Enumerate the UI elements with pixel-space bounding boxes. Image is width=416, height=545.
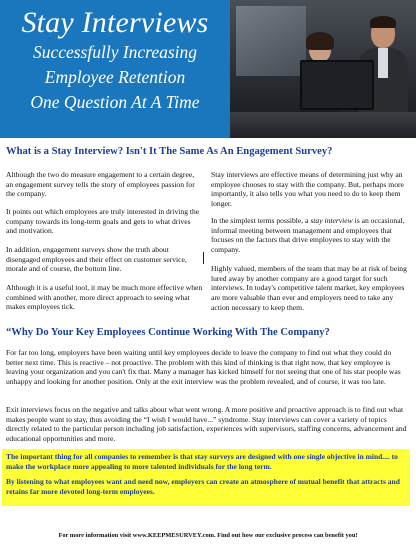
header-text-block (0, 0, 230, 138)
flyer-title: Stay Interviews (21, 6, 209, 39)
section-heading-why: “Why Do Your Key Employees Continue Working With The Company? (6, 327, 330, 338)
right-paragraph-2-before: In the simplest terms possible, a (211, 216, 311, 225)
header-banner (0, 0, 416, 138)
flyer-subtitle-line-1: Successfully Increasing (32, 42, 198, 62)
footer-text: For more information visit www.KEEPMESURVEY.com. Find out how our exclusive process can benefit you! (58, 532, 358, 539)
photo-desk (230, 112, 416, 138)
flyer-subtitle-line-2: Employee Retention (44, 67, 186, 87)
right-paragraph-3: Highly valued, members of the team that may be at risk of being lured away by another company are a good target for such interviews. In today's competitive talent market, key employees are more valuable than ever and employers need to take any action necessary to keep them. (211, 264, 407, 312)
left-paragraph-1: Although the two do measure engagement to a certain degree, an engagement survey tells the story of employees passion for the company. (6, 170, 195, 199)
right-paragraph-1: Stay interviews are effective means of determining just why an employee chooses to stay with the company. But, perhaps more importantly, it also tells you what you need to do to keep them longer. (211, 170, 404, 209)
stay-interview-emphasis: stay interview (310, 216, 353, 225)
right-paragraph-2 (211, 216, 410, 255)
column-divider (203, 252, 204, 264)
why-paragraph-1: For far too long, employers have been waiting until key employees decide to leave the company to find out what they could do better next time. This is reactive – not proactive. The problem with this kind of thinking is that right now, that key employee is leaving your organization and you can't fix that. Many a manager has kicked himself for not seeing that one of his star people was unhappy and looking for another position. Only at the exit interview was the problem revealed, and of course, it was too late. (6, 348, 401, 387)
why-paragraph-2: Exit interviews focus on the negative and talks about what went wrong. A more positive and proactive approach is to find out what makes people want to stay, thus avoiding the “I wish I would have...” syndrome. Stay interviews can cover a variety of topics directly related to the particular person including job satisfaction, experiences with supervisors, staffing concerns, advancement and educational opportunities and more. (6, 405, 407, 444)
photo-monitor (300, 60, 374, 110)
left-paragraph-4: Although it is a useful tool, it may be much more effective when combined with another, more direct approach to seeing what makes employees tick. (6, 283, 203, 312)
header-photo (230, 0, 416, 138)
section-heading-what-is: What is a Stay Interview? Isn't It The Same As An Engagement Survey? (6, 146, 333, 157)
left-paragraph-3: In addition, engagement surveys show the truth about disengaged employees and their effect on customer service, morale and of course, the bottom line. (6, 245, 187, 274)
left-paragraph-2: It points out which employees are truly interested in driving the company towards its long-term goals and gets to what drives and motivation. (6, 207, 200, 236)
highlight-paragraph-1: The important thing for all companies to remember is that stay surveys are designed with one single objective in mind.... to make the workplace more appealing to more talented individuals for the long term. (6, 452, 398, 471)
right-paragraph-2-after: is an occasional, informal meeting between management and employees that focuses on the factors that drive employees to stay with the company. (211, 216, 405, 255)
flyer-subtitle-line-3: One Question At A Time (30, 92, 200, 112)
highlight-paragraph-2: By listening to what employees want and need now, employers can create an atmosphere of mutual benefit that attracts and retains far more devoted long-term employees. (6, 477, 400, 496)
photo-window (236, 6, 306, 76)
